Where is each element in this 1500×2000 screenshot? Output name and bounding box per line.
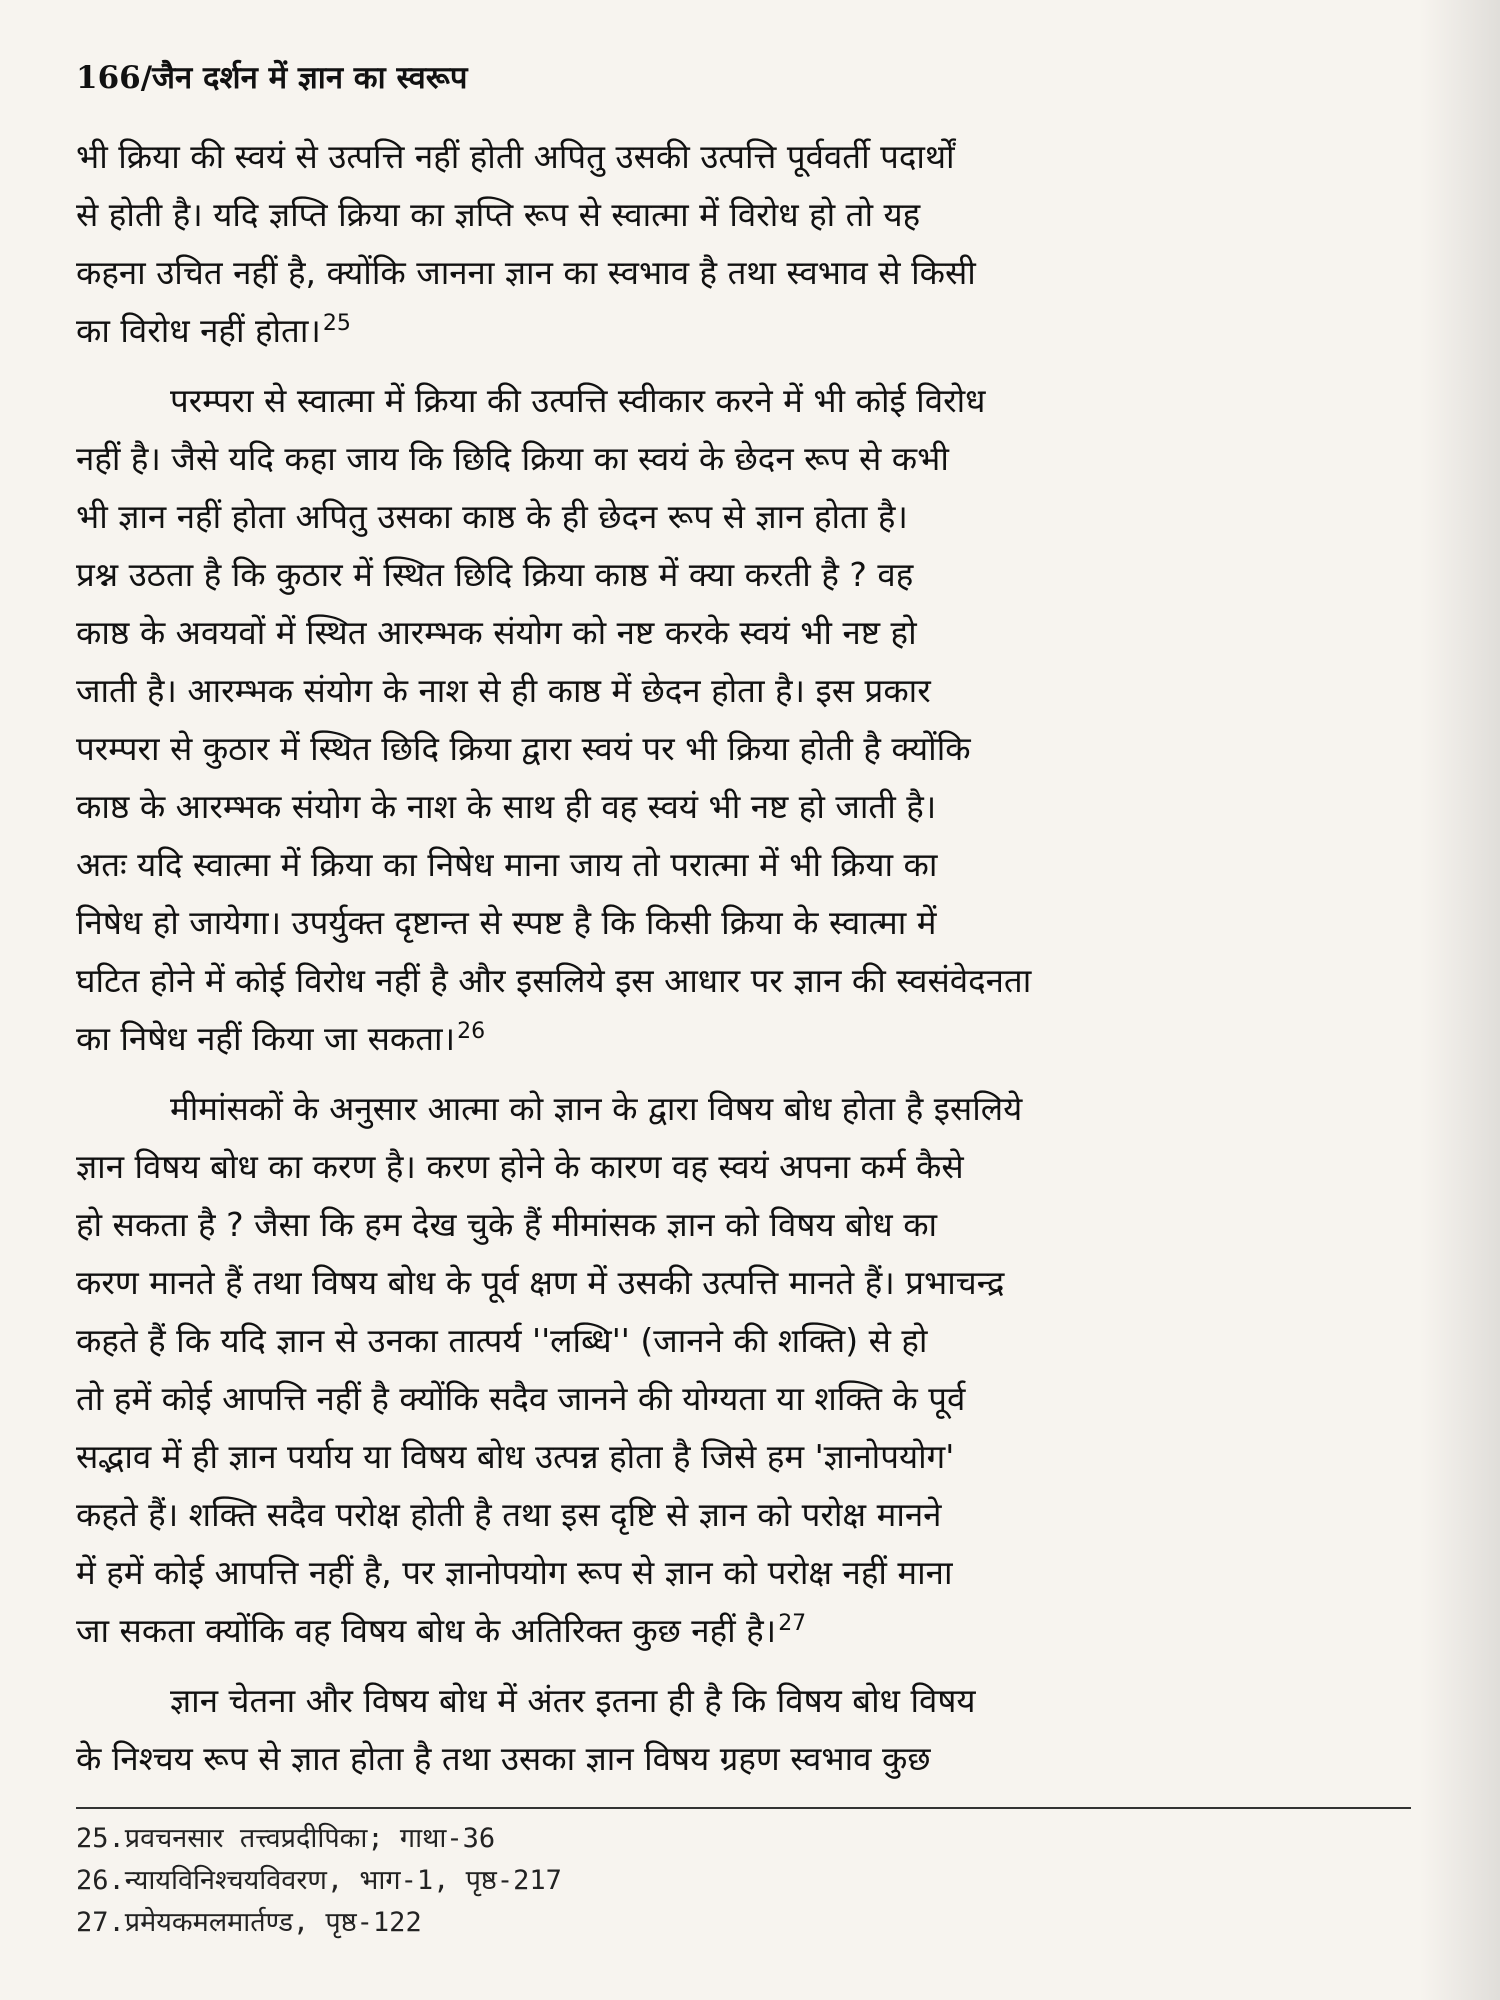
text-line-content: जा सकता क्योंकि वह विषय बोध के अतिरिक्त कुछ नहीं है। — [76, 1611, 777, 1650]
text-line: ज्ञान विषय बोध का करण है। करण होने के कारण वह स्वयं अपना कर्म कैसे — [76, 1147, 964, 1186]
text-line: कहते हैं कि यदि ज्ञान से उनका तात्पर्य ''लब्धि'' (जानने की शक्ति) से हो — [76, 1321, 928, 1360]
text-line-with-footnote — [76, 1602, 1411, 1660]
paragraph-3 — [76, 1080, 1411, 1660]
text-line: में हमें कोई आपत्ति नहीं है, पर ज्ञानोपयोग रूप से ज्ञान को परोक्ष नहीं माना — [76, 1553, 953, 1592]
text-line: निषेध हो जायेगा। उपर्युक्त दृष्टान्त से स्पष्ट है कि किसी क्रिया के स्वात्मा में — [76, 903, 937, 942]
text-line: सद्भाव में ही ज्ञान पर्याय या विषय बोध उत्पन्न होता है जिसे हम 'ज्ञानोपयोग' — [76, 1437, 955, 1476]
text-line: कहना उचित नहीं है, क्योंकि जानना ज्ञान का स्वभाव है तथा स्वभाव से किसी — [76, 253, 976, 292]
body-text — [76, 128, 1411, 1800]
text-line: के निश्चय रूप से ज्ञात होता है तथा उसका ज्ञान विषय ग्रहण स्वभाव कुछ — [76, 1739, 931, 1778]
running-head — [76, 56, 467, 98]
text-line: काष्ठ के आरम्भक संयोग के नाश के साथ ही वह स्वयं भी नष्ट हो जाती है। — [76, 787, 937, 826]
footnote-divider — [76, 1807, 1411, 1809]
text-line-content: का निषेध नहीं किया जा सकता। — [76, 1019, 456, 1058]
text-line: परम्परा से कुठार में स्थित छिदि क्रिया द्वारा स्वयं पर भी क्रिया होती है क्योंकि — [76, 729, 971, 768]
footnote-reference-25: 25 — [322, 311, 351, 336]
text-line: प्रश्न उठता है कि कुठार में स्थित छिदि क्रिया काष्ठ में क्या करती है ? वह — [76, 555, 914, 594]
text-line: ज्ञान चेतना और विषय बोध में अंतर इतना ही है कि विषय बोध विषय — [170, 1681, 976, 1720]
text-line-with-footnote — [76, 1010, 1411, 1068]
footnote-25: 25.प्रवचनसार तत्त्वप्रदीपिका; गाथा-36 — [76, 1823, 496, 1854]
footnotes — [76, 1818, 1276, 1944]
text-line: काष्ठ के अवयवों में स्थित आरम्भक संयोग को नष्ट करके स्वयं भी नष्ट हो — [76, 613, 917, 652]
text-line: भी क्रिया की स्वयं से उत्पत्ति नहीं होती अपितु उसकी उत्पत्ति पूर्ववर्ती पदार्थों — [76, 137, 955, 176]
text-line: जाती है। आरम्भक संयोग के नाश से ही काष्ठ में छेदन होता है। इस प्रकार — [76, 671, 931, 710]
head-separator: / — [140, 60, 153, 96]
text-line-content: का विरोध नहीं होता। — [76, 311, 321, 350]
text-line: परम्परा से स्वात्मा में क्रिया की उत्पत्ति स्वीकार करने में भी कोई विरोध — [170, 381, 986, 420]
chapter-title: जैन दर्शन में ज्ञान का स्वरूप — [152, 60, 468, 96]
paragraph-2 — [76, 372, 1411, 1068]
text-line: तो हमें कोई आपत्ति नहीं है क्योंकि सदैव जानने की योग्यता या शक्ति के पूर्व — [76, 1379, 966, 1418]
text-line: नहीं है। जैसे यदि कहा जाय कि छिदि क्रिया का स्वयं के छेदन रूप से कभी — [76, 439, 949, 478]
footnote-27: 27.प्रमेयकमलमार्तण्ड, पृष्ठ-122 — [76, 1907, 422, 1938]
paragraph-1 — [76, 128, 1411, 360]
text-line: करण मानते हैं तथा विषय बोध के पूर्व क्षण में उसकी उत्पत्ति मानते हैं। प्रभाचन्द्र — [76, 1263, 1005, 1302]
text-line: भी ज्ञान नहीं होता अपितु उसका काष्ठ के ही छेदन रूप से ज्ञान होता है। — [76, 497, 908, 536]
footnote-26: 26.न्यायविनिश्चयविवरण, भाग-1, पृष्ठ-217 — [76, 1865, 562, 1896]
footnote-reference-27: 27 — [778, 1611, 807, 1636]
text-line: अतः यदि स्वात्मा में क्रिया का निषेध माना जाय तो परात्मा में भी क्रिया का — [76, 845, 938, 884]
text-line: से होती है। यदि ज्ञप्ति क्रिया का ज्ञप्ति रूप से स्वात्मा में विरोध हो तो यह — [76, 195, 921, 234]
paragraph-4 — [76, 1672, 1411, 1788]
text-line: हो सकता है ? जैसा कि हम देख चुके हैं मीमांसक ज्ञान को विषय बोध का — [76, 1205, 938, 1244]
text-line: मीमांसकों के अनुसार आत्मा को ज्ञान के द्वारा विषय बोध होता है इसलिये — [170, 1089, 1023, 1128]
text-line-with-footnote — [76, 302, 1411, 360]
text-line: घटित होने में कोई विरोध नहीं है और इसलिये इस आधार पर ज्ञान की स्वसंवेदनता — [76, 961, 1032, 1000]
page-number: 166 — [76, 60, 141, 96]
text-line: कहते हैं। शक्ति सदैव परोक्ष होती है तथा इस दृष्टि से ज्ञान को परोक्ष मानने — [76, 1495, 942, 1534]
footnote-reference-26: 26 — [457, 1019, 486, 1044]
